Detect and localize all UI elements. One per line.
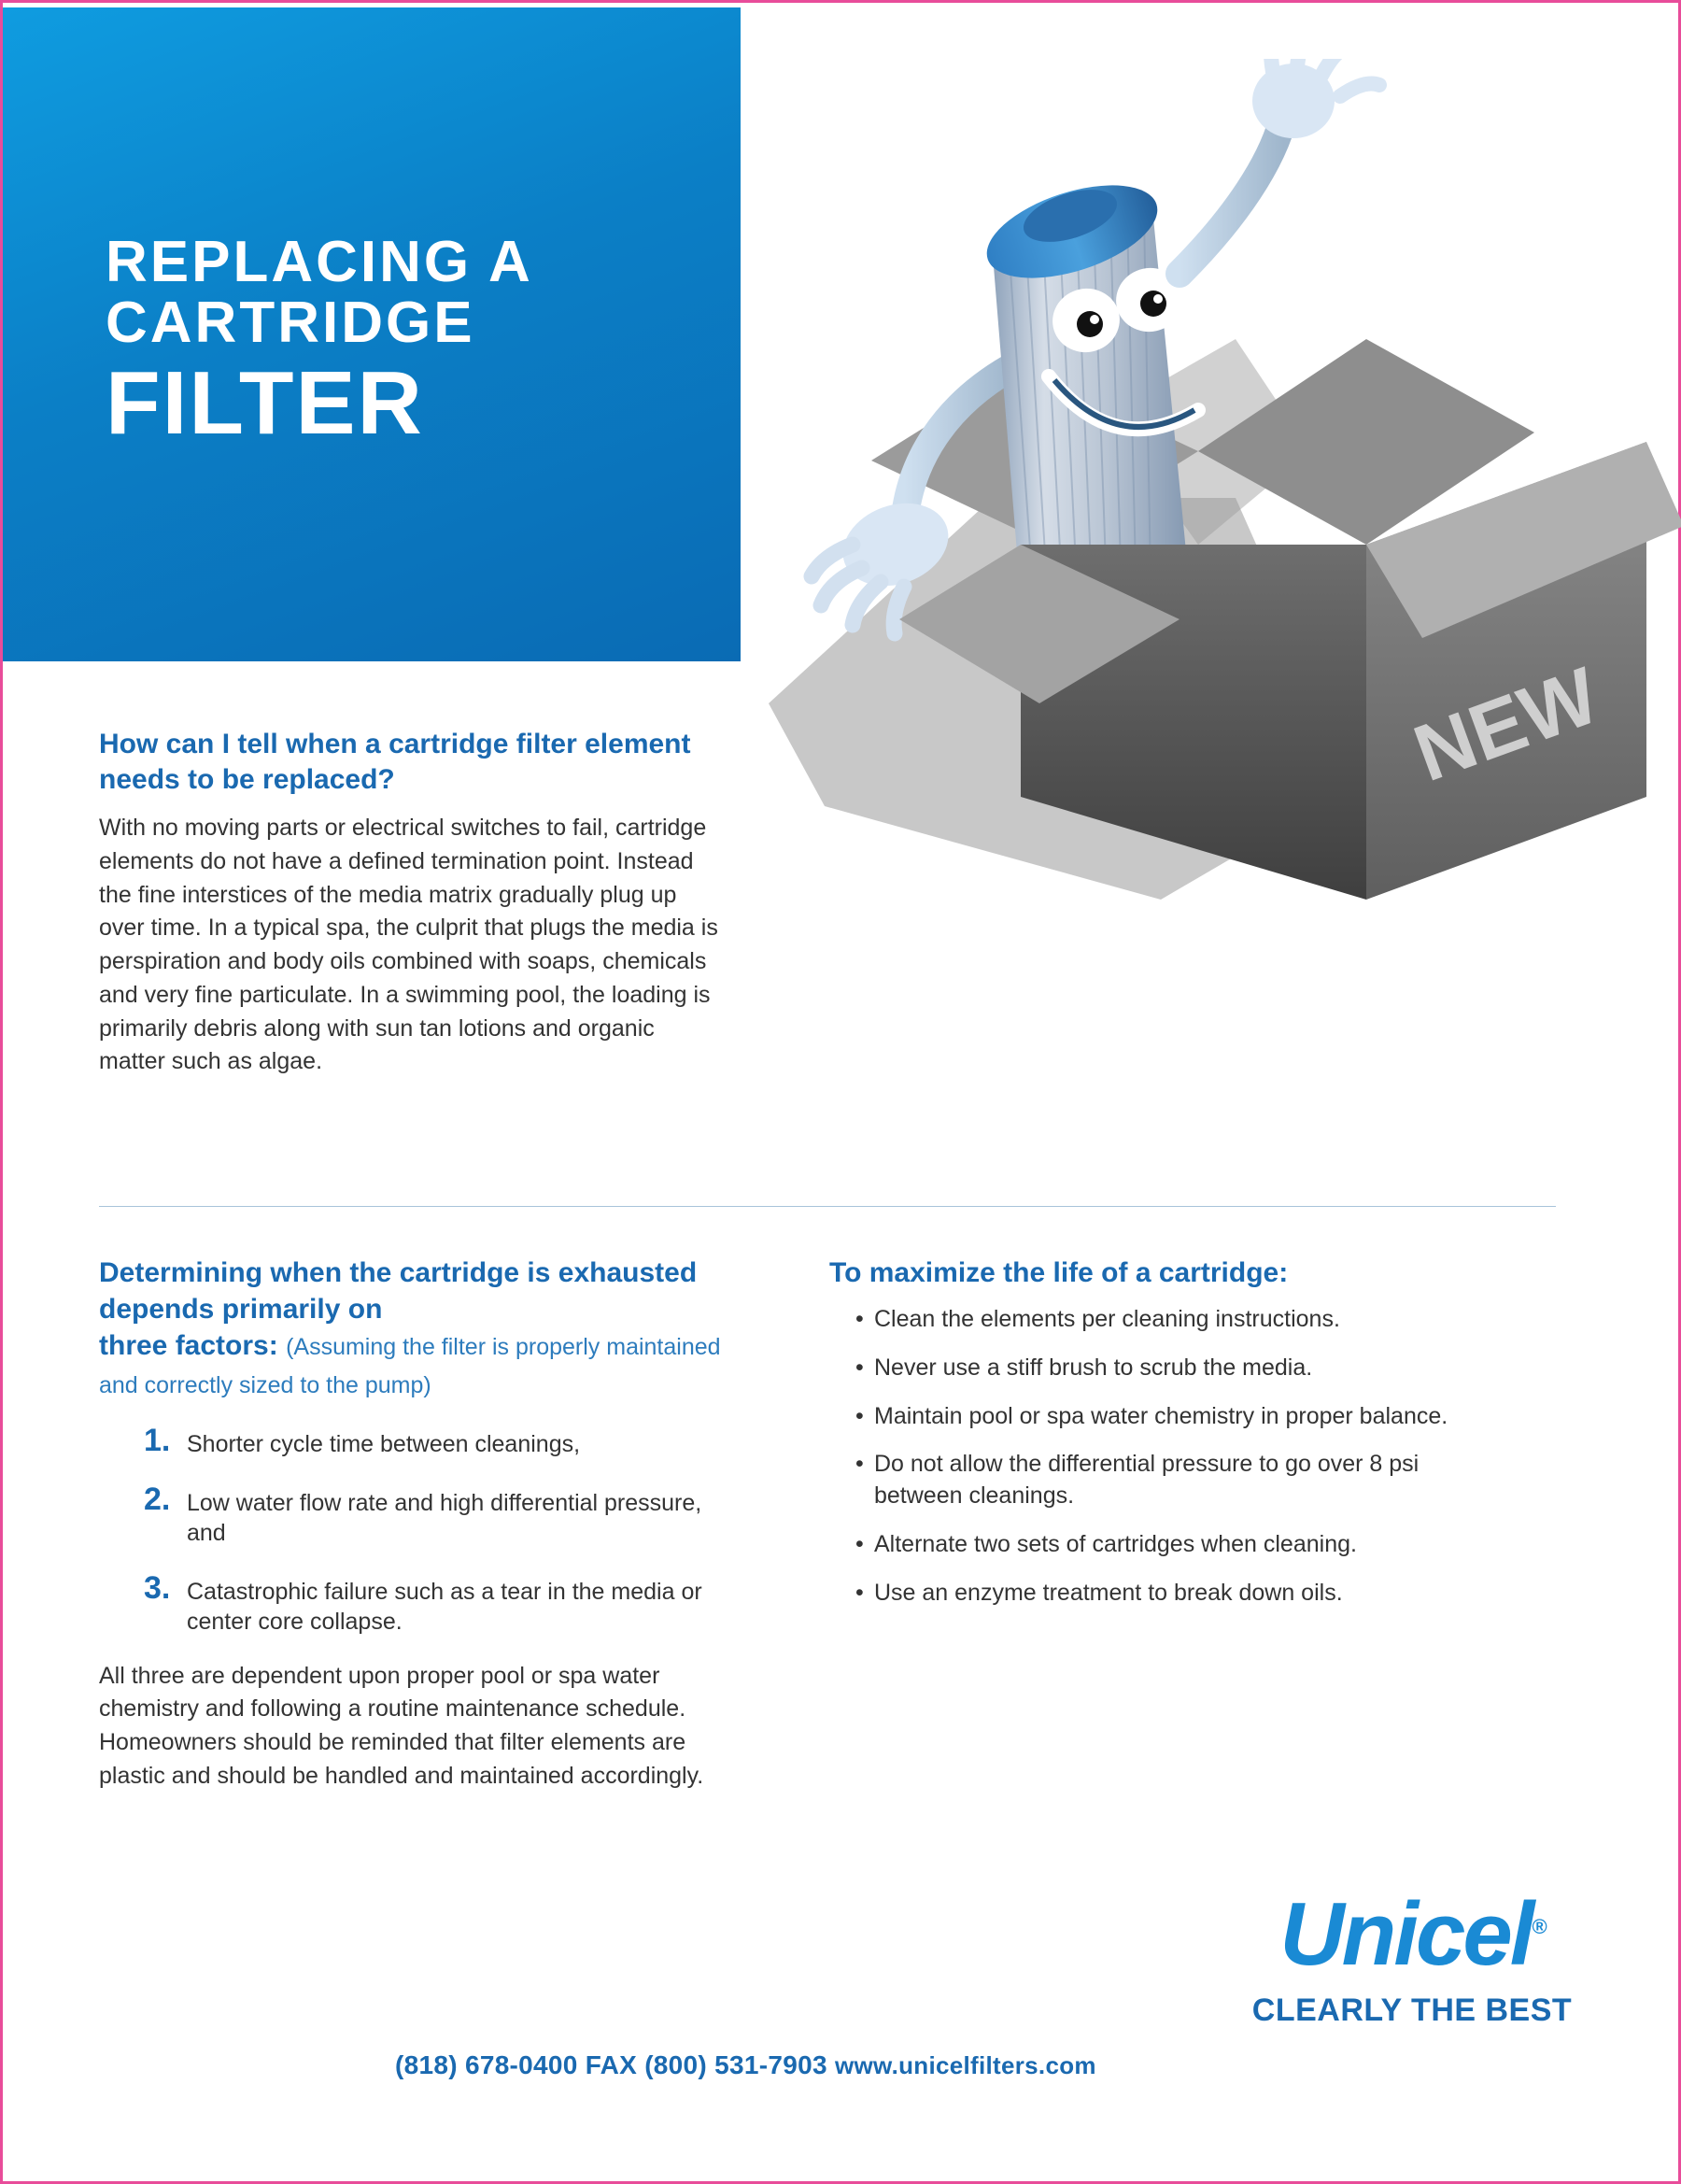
website-link[interactable]: www.unicelfilters.com: [834, 2051, 1096, 2079]
list-item: • Do not allow the differential pressure to go over 8 psi between cleanings.: [855, 1449, 1483, 1512]
illustration-svg: [713, 59, 1681, 1086]
registered-trademark-icon: ®: [1532, 1915, 1545, 1938]
determining-heading-tail: [99, 1327, 734, 1403]
determining-heading: Determining when the cartridge is exhausted depends primarily on: [99, 1257, 698, 1325]
list-item: • Use an enzyme treatment to break down oils.: [855, 1578, 1483, 1610]
list-item: • Never use a stiff brush to scrub the media.: [855, 1353, 1483, 1384]
list-item: • Alternate two sets of cartridges when cleaning.: [855, 1529, 1483, 1561]
determining-heading-note: (Assuming the filter is properly maintained and correctly sized to the pump): [99, 1334, 721, 1398]
page-title-line-3: FILTER: [106, 353, 424, 454]
list-item: [144, 1424, 734, 1460]
determining-closing-text: All three are dependent upon proper pool or spa water chemistry and following a routine maintenance schedule. Homeowners should be reminded that filter elements are plastic and should be handled and maintained accordingly.: [99, 1662, 704, 1789]
footer-contact: [395, 2050, 1096, 2080]
intro-heading: How can I tell when a cartridge filter element needs to be replaced?: [99, 729, 691, 795]
factors-list: [99, 1424, 734, 1638]
title-block: [3, 7, 741, 661]
list-item: • Maintain pool or spa water chemistry in proper balance.: [855, 1401, 1483, 1433]
determining-heading-tail-text: three factors:: [99, 1330, 278, 1361]
intro-section: [99, 727, 725, 1079]
factor-number: 1.: [144, 1423, 171, 1458]
logo-word-text: Unicel: [1279, 1884, 1533, 1984]
factor-text: Shorter cycle time between cleanings,: [187, 1431, 581, 1457]
phone-fax-text: (818) 678-0400 FAX (800) 531-7903: [395, 2050, 827, 2079]
section-divider: [99, 1206, 1556, 1207]
logo-tagline: CLEARLY THE BEST: [1251, 1993, 1573, 2028]
company-logo: [1235, 1884, 1589, 2029]
maximize-life-section: [829, 1255, 1483, 1625]
factor-number: 3.: [144, 1569, 171, 1606]
page-title: [106, 230, 533, 454]
page-title-line-1: REPLACING A: [106, 230, 533, 294]
list-item: [144, 1571, 734, 1638]
factor-text: Low water flow rate and high differential pressure, and: [187, 1489, 702, 1546]
tips-list: [829, 1304, 1483, 1609]
list-item: [144, 1482, 734, 1549]
page-title-line-2: CARTRIDGE: [106, 291, 475, 356]
mascot-right-arm-waving: [1180, 59, 1379, 274]
determining-section: [99, 1255, 734, 1794]
maximize-heading: To maximize the life of a cartridge:: [829, 1257, 1289, 1288]
logo-wordmark: [1279, 1884, 1545, 1984]
intro-body: With no moving parts or electrical switches to fail, cartridge elements do not have a defined termination point. Instead the fine interstices of the media matrix gradually plug up over time. In a typical spa, the culprit that plugs the media is perspiration and body oils combined with soaps, chemicals and very fine particulate. In a swimming pool, the loading is primarily debris along with sun tan lotions and organic matter such as algae.: [99, 815, 718, 1075]
list-item: • Clean the elements per cleaning instructions.: [855, 1304, 1483, 1336]
factor-number: 2.: [144, 1481, 171, 1517]
cartridge-mascot-illustration: [713, 59, 1681, 1086]
box-label: NEW: [1403, 650, 1610, 800]
factor-text: Catastrophic failure such as a tear in the media or center core collapse.: [187, 1578, 702, 1635]
